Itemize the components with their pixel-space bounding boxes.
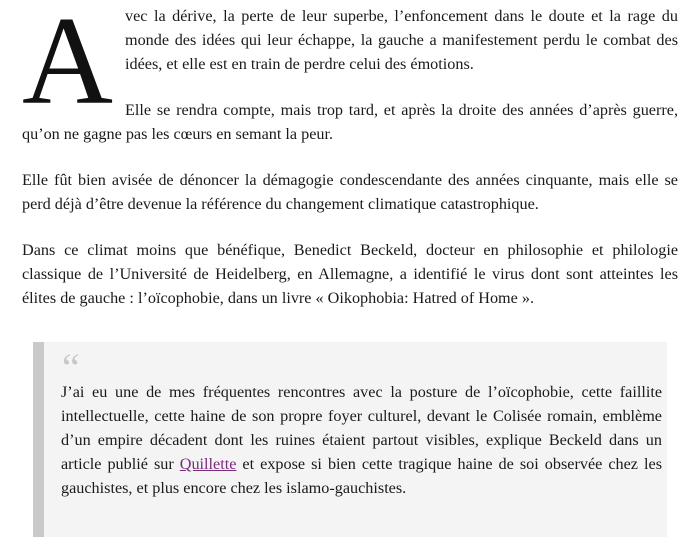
quote-mark-icon: “ — [62, 345, 80, 390]
quillette-link[interactable]: Quillette — [179, 455, 237, 473]
blockquote-text-before: J’ai eu une de mes fréquentes rencontres avec la posture de l’oïcophobie, cette faillite intellectuelle, cette haine de son propre foyer culturel, devant le Colisée romain, emblème d’un empire décadent dont les ruines étaient partout visibles, explique Beckeld dans un article publié sur — [61, 383, 662, 473]
paragraph-3: Elle fût bien avisée de dénoncer la démagogie condescendante des années cinquante, mais elle se perd déjà d’être devenue la référence du changement climatique catastrophique. — [22, 171, 678, 213]
blockquote-text — [61, 380, 662, 500]
article-body — [22, 0, 678, 310]
drop-cap: A — [22, 0, 113, 131]
blockquote — [33, 342, 667, 537]
blockquote-text-after: et expose si bien cette tragique haine de soi observée chez les gauchistes, et plus encore chez les islamo-gauchistes. — [61, 455, 662, 497]
paragraph-2: Elle se rendra compte, mais trop tard, et après la droite des années d’après guerre, qu’on ne gagne pas les cœurs en semant la peur. — [22, 101, 678, 143]
paragraph-4: Dans ce climat moins que bénéfique, Benedict Beckeld, docteur en philosophie et philologie classique de l’Université de Heidelberg, en Allemagne, a identifié le virus dont sont atteintes les élites de gauche : l’oïcophobie, dans un livre « Oikophobia: Hatred of Home ». — [22, 241, 678, 307]
paragraph-intro-text: vec la dérive, la perte de leur superbe, l’enfoncement dans le doute et la rage du monde des idées qui leur échappe, la gauche a manifestement perdu le combat des idées, et elle est en train de perdre celui des émotions. — [125, 7, 678, 73]
